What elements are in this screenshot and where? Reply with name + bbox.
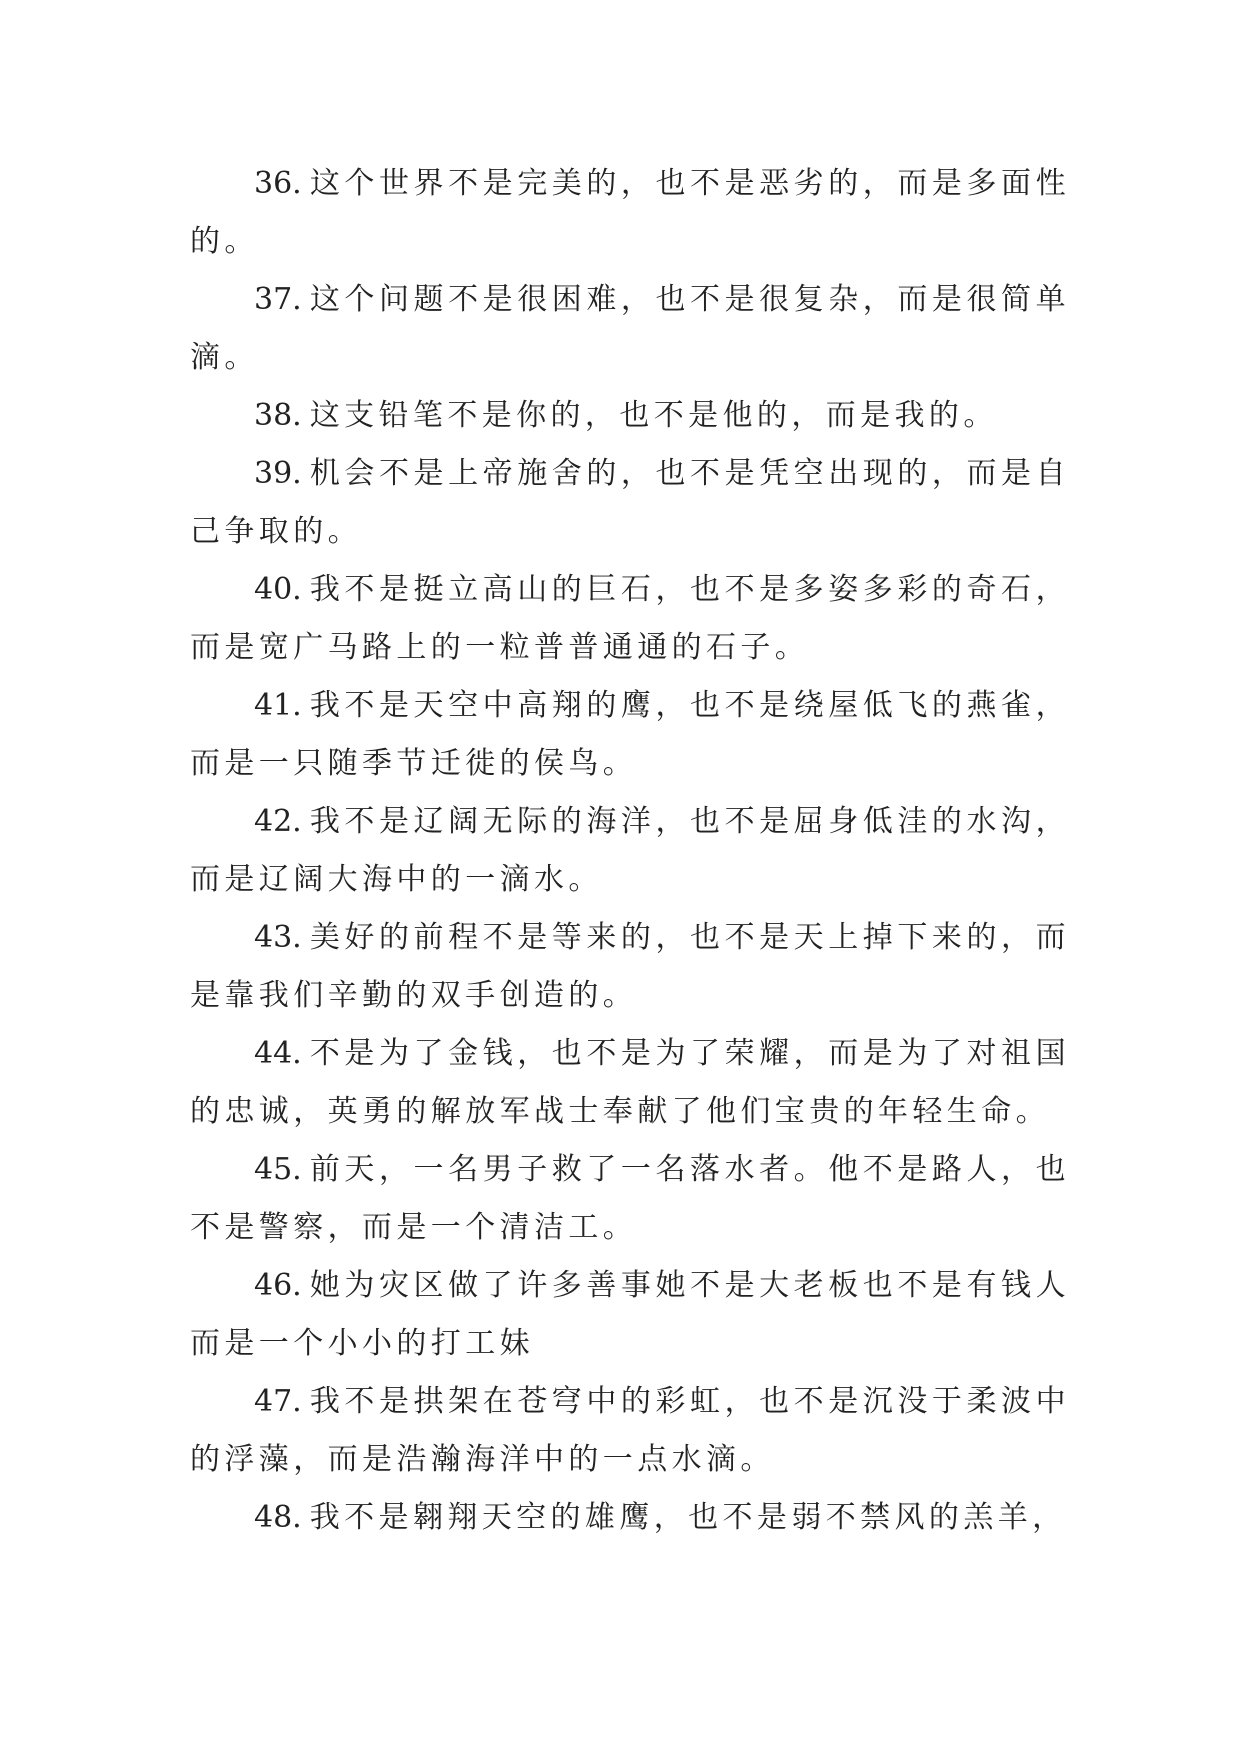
paragraph-47 <box>190 1373 1070 1489</box>
paragraph-text: 不是为了金钱，也不是为了荣耀，而是为了对祖国的忠诚，英勇的解放军战士奉献了他们宝贵的年轻生命。 <box>190 1036 1070 1129</box>
paragraph-number: 48. <box>254 1500 302 1535</box>
paragraph-38 <box>190 387 1070 445</box>
paragraph-text: 我不是挺立高山的巨石，也不是多姿多彩的奇石，而是宽广马路上的一粒普普通通的石子。 <box>190 572 1070 665</box>
paragraph-42 <box>190 793 1070 909</box>
paragraph-text: 她为灾区做了许多善事她不是大老板也不是有钱人而是一个小小的打工妹 <box>190 1268 1070 1361</box>
paragraph-43 <box>190 909 1070 1025</box>
paragraph-number: 47. <box>254 1384 302 1419</box>
paragraph-40 <box>190 561 1070 677</box>
paragraph-text: 我不是辽阔无际的海洋，也不是屈身低洼的水沟，而是辽阔大海中的一滴水。 <box>190 804 1070 897</box>
paragraph-number: 38. <box>254 398 302 433</box>
paragraph-text: 这个问题不是很困难，也不是很复杂，而是很简单滴。 <box>190 282 1070 375</box>
document-body <box>190 155 1070 1547</box>
paragraph-number: 45. <box>254 1152 302 1187</box>
paragraph-text: 机会不是上帝施舍的，也不是凭空出现的，而是自己争取的。 <box>190 456 1070 549</box>
paragraph-37 <box>190 271 1070 387</box>
paragraph-number: 46. <box>254 1268 302 1303</box>
paragraph-number: 37. <box>254 282 302 317</box>
paragraph-45 <box>190 1141 1070 1257</box>
paragraph-48 <box>190 1489 1070 1547</box>
paragraph-text: 我不是翱翔天空的雄鹰，也不是弱不禁风的羔羊， <box>309 1500 1067 1535</box>
paragraph-number: 40. <box>254 572 302 607</box>
paragraph-number: 36. <box>254 166 302 201</box>
paragraph-36 <box>190 155 1070 271</box>
paragraph-number: 43. <box>254 920 302 955</box>
paragraph-text: 前天，一名男子救了一名落水者。他不是路人，也不是警察，而是一个清洁工。 <box>190 1152 1070 1245</box>
paragraph-46 <box>190 1257 1070 1373</box>
paragraph-text: 这支铅笔不是你的，也不是他的，而是我的。 <box>309 398 998 433</box>
paragraph-text: 我不是拱架在苍穹中的彩虹，也不是沉没于柔波中的浮藻，而是浩瀚海洋中的一点水滴。 <box>190 1384 1070 1477</box>
paragraph-number: 41. <box>254 688 302 723</box>
paragraph-text: 美好的前程不是等来的，也不是天上掉下来的，而是靠我们辛勤的双手创造的。 <box>190 920 1070 1013</box>
paragraph-number: 42. <box>254 804 302 839</box>
paragraph-text: 我不是天空中高翔的鹰，也不是绕屋低飞的燕雀，而是一只随季节迁徙的侯鸟。 <box>190 688 1070 781</box>
paragraph-text: 这个世界不是完美的，也不是恶劣的，而是多面性的。 <box>190 166 1070 259</box>
paragraph-41 <box>190 677 1070 793</box>
paragraph-44 <box>190 1025 1070 1141</box>
paragraph-number: 39. <box>254 456 302 491</box>
paragraph-39 <box>190 445 1070 561</box>
paragraph-number: 44. <box>254 1036 302 1071</box>
